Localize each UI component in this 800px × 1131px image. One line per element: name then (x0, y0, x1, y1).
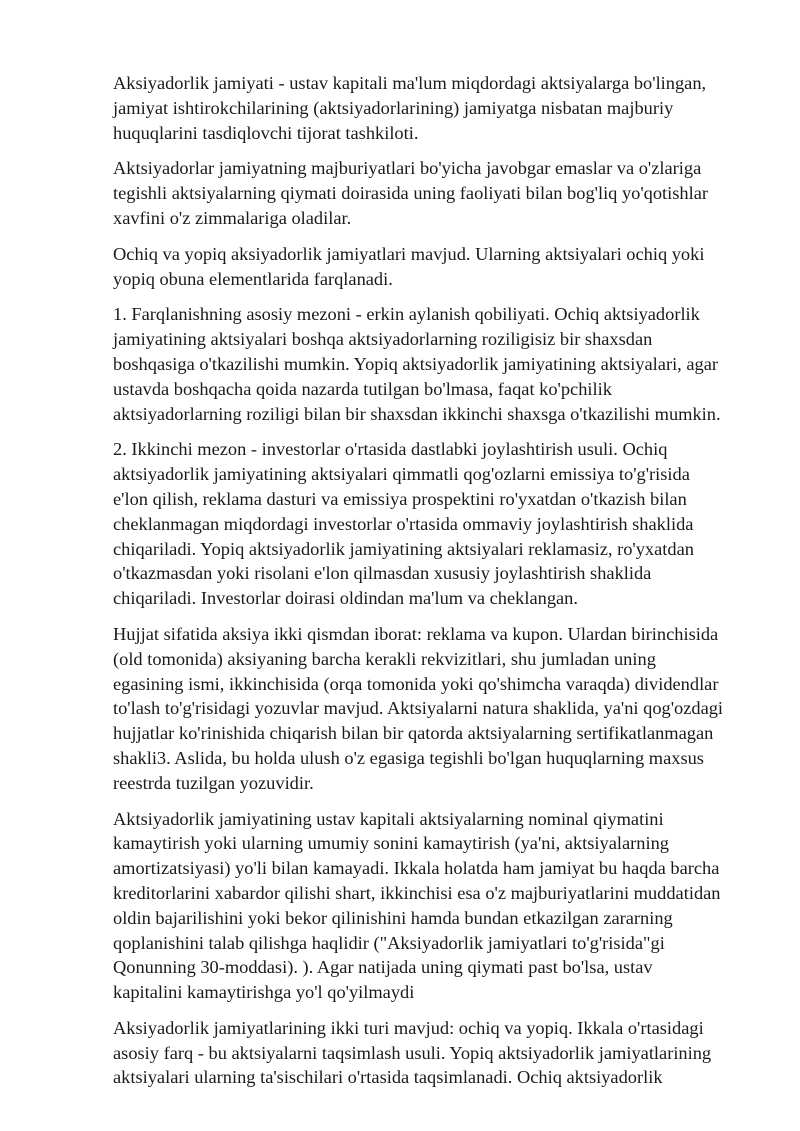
document-page (113, 71, 748, 1101)
paragraph: 1. Farqlanishning asosiy mezoni - erkin aylanish qobiliyati. Ochiq aktsiyadorlik jamiyatining aktsiyalari boshqa aktsiyadorlarning roziligisiz bir shaxsdan boshqasiga o'tkazilishi mumkin. Yopiq aktsiyadorlik jamiyatining aktsiyalari, agar ustavda boshqacha qoida nazarda tutilgan bo'lmasa, faqat ko'pchilik aktsiyadorlarning roziligi bilan bir shaxsdan ikkinchi shaxsga o'tkazilishi mumkin. (113, 304, 721, 424)
paragraph: 2. Ikkinchi mezon - investorlar o'rtasida dastlabki joylashtirish usuli. Ochiq aktsiyadorlik jamiyatining aktsiyalari qimmatli qog'ozlarni emissiya to'g'risida e'lon qilish, reklama dasturi va emissiya prospektini ro'yxatdan o'tkazish bilan cheklanmagan miqdordagi investorlar o'rtasida ommaviy joylashtirish shaklida chiqariladi. Yopiq aktsiyadorlik jamiyatining aktsiyalari reklamasiz, ro'yxatdan o'tkazmasdan yoki risolani e'lon qilmasdan xususiy joylashtirish shaklida chiqariladi. Investorlar doirasi oldindan ma'lum va cheklangan. (113, 439, 694, 609)
paragraph: Aktsiyadorlar jamiyatning majburiyatlari bo'yicha javobgar emaslar va o'zlariga tegishli aktsiyalarning qiymati doirasida uning faoliyati bilan bog'liq yo'qotishlar xavfini o'z zimmalariga oladilar. (113, 158, 709, 228)
paragraph: Ochiq va yopiq aksiyadorlik jamiyatlari mavjud. Ularning aktsiyalari ochiq yoki yopiq obuna elementlarida farqlanadi. (113, 243, 705, 289)
paragraph: Aksiyadorlik jamiyatlarining ikki turi mavjud: ochiq va yopiq. Ikkala o'rtasidagi asosiy farq - bu aktsiyalarni taqsimlash usuli. Yopiq aktsiyadorlik jamiyatlarining aktsiyalari ularning ta'sischilari o'rtasida taqsimlanadi. Ochiq aktsiyadorlik (113, 1017, 712, 1088)
paragraph: Aktsiyadorlik jamiyatining ustav kapitali aktsiyalarning nominal qiymatini kamaytirish yoki ularning umumiy sonini kamaytirish (ya'ni, aktsiyalarning amortizatsiyasi) yo'li bilan kamayadi. Ikkala holatda ham jamiyat bu haqda barcha kreditorlarini xabardor qilishi shart, ikkinchisi esa o'z majburiyatlarini muddatidan oldin bajarilishini yoki bekor qilinishini hamda bundan etkazilgan zararning qoplanishini talab qilishga haqlidir ("Aksiyadorlik jamiyatlari to'g'risida"gi Qonunning 30-moddasi). ). Agar natijada uning qiymati past bo'lsa, ustav kapitalini kamaytirishga yo'l qo'yilmaydi (113, 808, 721, 1003)
paragraph: Hujjat sifatida aksiya ikki qismdan iborat: reklama va kupon. Ulardan birinchisida (old tomonida) aksiyaning barcha kerakli rekvizitlari, shu jumladan uning egasining ismi, ikkinchisida (orqa tomonida yoki qo'shimcha varaqda) dividendlar to'lash to'g'risidagi yozuvlar mavjud. Aktsiyalarni natura shaklida, ya'ni qog'ozdagi hujjatlar ko'rinishida chiqarish bilan bir qatorda aktsiyalarning sertifikatlanmagan shakli3. Aslida, bu holda ulush o'z egasiga tegishli bo'lgan huquqlarning maxsus reestrda tuzilgan yozuvidir. (113, 623, 724, 793)
paragraph: Aksiyadorlik jamiyati - ustav kapitali ma'lum miqdordagi aktsiyalarga bo'lingan, jamiyat ishtirokchilarining (aktsiyadorlarining) jamiyatga nisbatan majburiy huquqlarini tasdiqlovchi tijorat tashkiloti. (113, 73, 707, 143)
